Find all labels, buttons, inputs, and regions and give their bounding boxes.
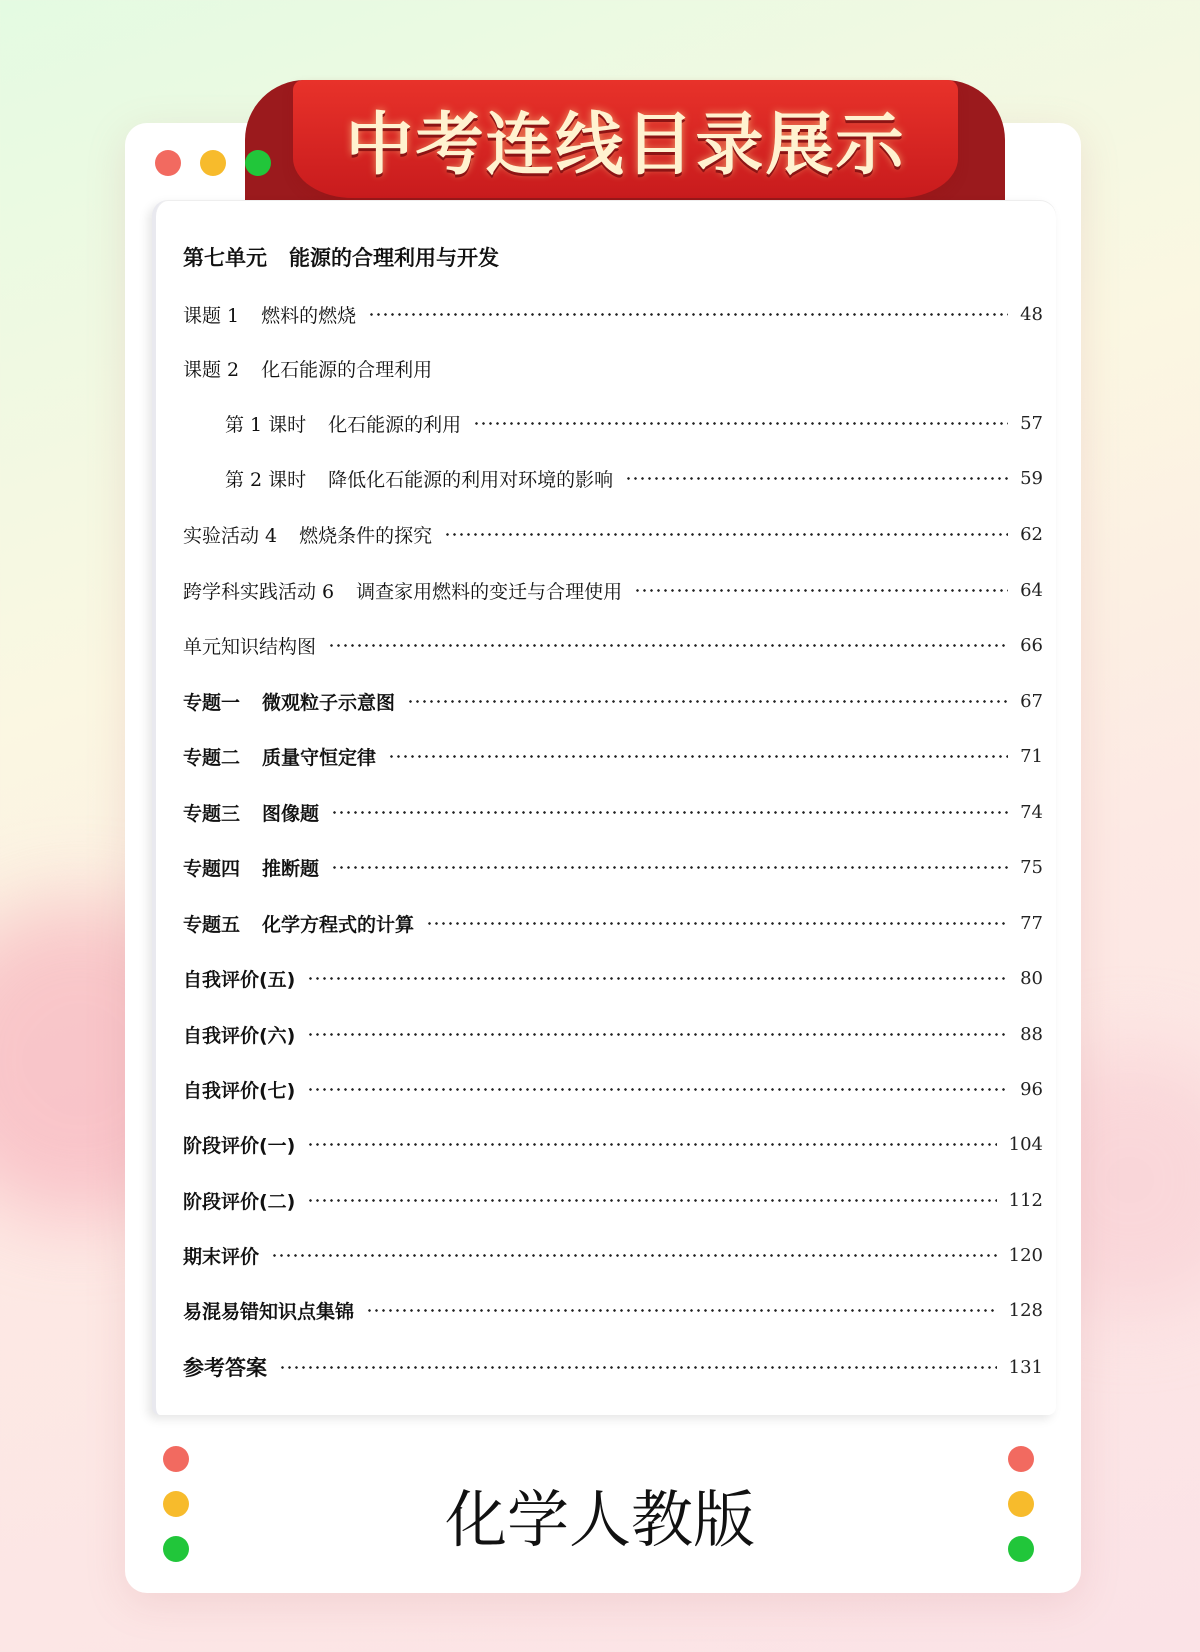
toc-entry[interactable] [183, 575, 1043, 605]
dot-leader [407, 700, 1008, 703]
page-number: 131 [1008, 1356, 1043, 1378]
entry-label: 自我评价(六) [183, 1024, 296, 1047]
page-number: 59 [1020, 467, 1043, 489]
dot-leader [331, 866, 1008, 869]
page-number: 80 [1020, 967, 1043, 989]
toc-entry[interactable] [183, 1295, 1043, 1325]
window-dot-green [245, 150, 271, 176]
entry-label: 专题三 [183, 802, 241, 825]
entry-label: 课题 2 [183, 358, 240, 381]
entry-label: 课题 1 [183, 304, 240, 327]
page-number: 48 [1020, 303, 1043, 325]
toc-entry[interactable] [225, 408, 1043, 438]
toc-entry[interactable] [183, 852, 1043, 882]
page-number: 120 [1008, 1244, 1043, 1266]
page-number: 96 [1020, 1078, 1043, 1100]
entry-label: 期末评价 [183, 1245, 260, 1268]
unit-heading [183, 242, 1043, 272]
entry-label: 自我评价(五) [183, 968, 296, 991]
window-dot-yellow [200, 150, 226, 176]
entry-title: 图像题 [262, 802, 320, 825]
dot-leader [307, 1143, 996, 1146]
toc-entry[interactable] [183, 630, 1043, 660]
banner-title: 中考连线目录展示 [345, 105, 906, 185]
dot-leader [271, 1254, 997, 1257]
entry-label: 跨学科实践活动 6 [183, 580, 335, 603]
dot-leader [625, 477, 1008, 480]
dot-leader [426, 922, 1008, 925]
page-number: 104 [1008, 1133, 1043, 1155]
dot-leader [307, 1033, 1008, 1036]
dot-leader [307, 1088, 1008, 1091]
toc-entry[interactable] [183, 1074, 1043, 1104]
unit-label: 第七单元 [183, 246, 267, 270]
entry-label: 第 1 课时 [225, 413, 307, 436]
toc-entry[interactable] [183, 1019, 1043, 1049]
dot-leader [444, 533, 1008, 536]
page-number: 112 [1008, 1189, 1043, 1211]
entry-title: 降低化石能源的利用对环境的影响 [328, 468, 614, 491]
toc-entry[interactable] [183, 299, 1043, 329]
dot-leader [634, 589, 1008, 592]
toc-entry[interactable] [183, 1185, 1043, 1215]
dot-leader [307, 977, 1008, 980]
entry-title: 化学方程式的计算 [262, 913, 415, 936]
entry-label: 阶段评价(一) [183, 1134, 296, 1157]
entry-label: 第 2 课时 [225, 468, 307, 491]
entry-label: 专题一 [183, 691, 241, 714]
toc-entry[interactable] [183, 1129, 1043, 1159]
toc-entry[interactable] [183, 353, 1043, 383]
toc-entry[interactable] [183, 797, 1043, 827]
entry-title: 质量守恒定律 [262, 746, 377, 769]
toc-entry[interactable] [183, 963, 1043, 993]
dot-leader [328, 644, 1008, 647]
footer-dot-red-right [1008, 1446, 1034, 1472]
entry-label: 自我评价(七) [183, 1079, 296, 1102]
page-number: 64 [1020, 579, 1043, 601]
entry-title: 微观粒子示意图 [262, 691, 396, 714]
entry-label: 实验活动 4 [183, 524, 278, 547]
footer-title: 化学人教版 [444, 1483, 755, 1556]
page-number: 128 [1008, 1299, 1043, 1321]
toc-entry[interactable] [225, 463, 1043, 493]
entry-label: 阶段评价(二) [183, 1190, 296, 1213]
dot-leader [366, 1309, 997, 1312]
page-number: 67 [1020, 690, 1043, 712]
entry-title: 推断题 [262, 857, 320, 880]
page-number: 57 [1020, 412, 1043, 434]
toc-entry[interactable] [183, 1240, 1043, 1270]
entry-label: 单元知识结构图 [183, 635, 317, 658]
page-number: 74 [1020, 801, 1043, 823]
entry-title: 燃料的燃烧 [261, 304, 357, 327]
dot-leader [368, 313, 1008, 316]
entry-title: 化石能源的利用 [328, 413, 462, 436]
entry-label: 易混易错知识点集锦 [183, 1300, 355, 1323]
toc-entry[interactable] [183, 519, 1043, 549]
toc-entry[interactable] [183, 908, 1043, 938]
entry-title: 化石能源的合理利用 [261, 358, 433, 381]
entry-label: 专题四 [183, 857, 241, 880]
dot-leader [473, 422, 1008, 425]
page-number: 75 [1020, 856, 1043, 878]
footer-dot-red-left [163, 1446, 189, 1472]
window-dot-red [155, 150, 181, 176]
dot-leader [331, 811, 1008, 814]
dot-leader [388, 755, 1008, 758]
dot-leader [307, 1199, 996, 1202]
page-number: 77 [1020, 912, 1043, 934]
toc-entry[interactable] [183, 686, 1043, 716]
entry-title: 燃烧条件的探究 [299, 524, 433, 547]
page-number: 62 [1020, 523, 1043, 545]
dot-leader [279, 1366, 997, 1369]
page-number: 88 [1020, 1023, 1043, 1045]
entry-title: 调查家用燃料的变迁与合理使用 [356, 580, 623, 603]
page-number: 71 [1020, 745, 1043, 767]
toc-entry[interactable] [183, 741, 1043, 771]
entry-label: 专题二 [183, 746, 241, 769]
entry-label: 专题五 [183, 913, 241, 936]
entry-label: 参考答案 [183, 1356, 267, 1380]
banner [293, 80, 958, 198]
page-number: 66 [1020, 634, 1043, 656]
toc-entry[interactable] [183, 1352, 1043, 1382]
unit-title: 能源的合理利用与开发 [289, 246, 499, 270]
